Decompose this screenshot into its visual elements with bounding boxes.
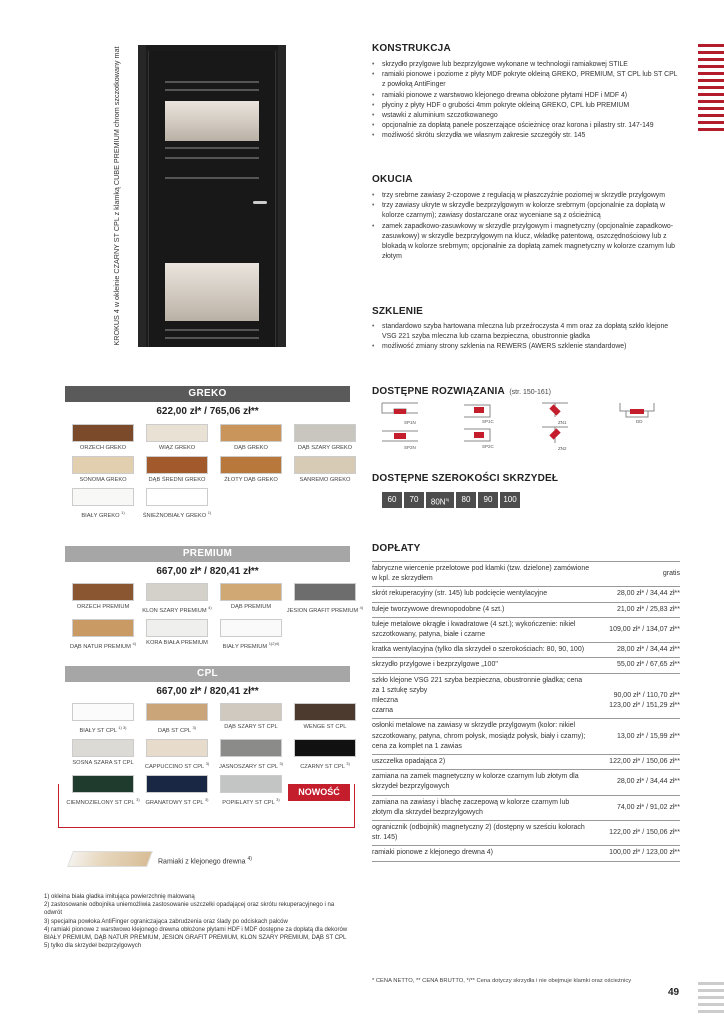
label-zn1: ZN1 — [558, 420, 567, 425]
solution-profiles — [380, 397, 670, 457]
doplaty-row — [372, 562, 680, 587]
doplaty-price: 55,00 zł* / 67,65 zł** — [590, 658, 680, 673]
swatch-footnote-ref: 4) — [132, 640, 137, 646]
doplaty-row — [372, 821, 680, 846]
doplaty-sub-price: 123,00 zł* / 151,29 zł** — [609, 702, 680, 710]
footnote: 2) zastosowanie odbojnika uniemożliwia zastosowanie uszczelki opadającej oraz skrótu rekuperacyjnego i na odwrót — [44, 902, 335, 917]
solution-sp2n-icon — [382, 431, 418, 441]
label-zn2: ZN2 — [558, 446, 567, 451]
footnote: 3) specjalna powłoka AntiFinger ograniczająca zabrudzenia oraz ślady po odciskach palców — [44, 918, 288, 925]
swatch-chip — [220, 456, 282, 474]
szklenie-title: SZKLENIE — [372, 306, 424, 317]
rozwiazania-heading: DOSTĘPNE ROZWIĄZANIA (str. 150-161) — [372, 386, 551, 397]
swatch — [69, 619, 137, 651]
swatch-chip — [146, 739, 208, 757]
okucia-title: OKUCIA — [372, 174, 413, 185]
swatch-label: BIAŁY PREMIUM $^{1)2)4)}$ — [222, 640, 280, 650]
konstrukcja-list — [372, 60, 682, 142]
swatch — [72, 583, 134, 615]
doplaty-price: 28,00 zł* / 34,44 zł** — [590, 587, 680, 602]
swatch-label: POPIELATY ST CPL $^{3)}$ — [222, 796, 280, 806]
konstrukcja-title: KONSTRUKCJA — [372, 43, 451, 54]
swatch-label: DĄB PREMIUM — [230, 604, 272, 610]
swatch-label: DĄB SZARY GREKO — [297, 445, 353, 451]
swatch-label: ŚNIEŻNOBIAŁY GREKO $^{1)}$ — [142, 510, 212, 519]
doplaty-desc: uszczelka opadająca 2) — [372, 755, 590, 770]
okucia-list — [372, 191, 682, 262]
swatch-footnote-ref: 1)2)4) — [268, 640, 280, 646]
doplaty-row — [372, 673, 680, 719]
doplaty-row — [372, 643, 680, 658]
bullet-item: • standardowo szyba hartowana mleczna lub przeźroczysta 4 mm oraz za dopłatą szkło klejone VSG 221 szyba mleczna lub czarna bezpieczna, obustronnie gładka — [372, 322, 682, 342]
bullet-item: • skrzydło przylgowe lub bezprzylgowe wykonane w technologii ramiakowej STILE — [372, 60, 682, 70]
doplaty-desc: ogranicznik (odbojnik) magnetyczny 2) (dostępny w sześciu kolorach str. 145) — [372, 821, 590, 846]
swatch-chip — [72, 703, 134, 721]
swatch — [220, 619, 282, 651]
doplaty-desc: tuleje metalowe okrągłe i kwadratowe (4 szt.); wykończenie: nikiel szczotkowany, patyna, białe i czarne — [372, 617, 590, 642]
doplaty-row — [372, 587, 680, 602]
doplaty-desc: zamiana na zamek magnetyczny w kolorze czarnym lub złotym dla skrzydeł bezprzylgowych — [372, 770, 590, 795]
swatch-label: SOSNA SZARA ST CPL — [72, 759, 134, 766]
swatch — [72, 424, 134, 452]
doplaty-sub-name: mleczna — [372, 697, 399, 705]
doplaty-desc: fabryczne wiercenie przelotowe pod klamki (tzw. dzielone) zamówione w kpl. ze skrzydłem — [372, 562, 590, 587]
width-footnote-ref: 5) — [445, 497, 450, 502]
swatch-footnote-ref: 1) — [121, 510, 125, 515]
footnote: 5) tylko dla skrzydeł bezprzylgowych — [44, 943, 142, 950]
swatch-chip — [72, 456, 134, 474]
doplaty-sub-price: 90,00 zł* / 110,70 zł** — [613, 691, 680, 699]
doplaty-title: DOPŁATY — [372, 543, 421, 554]
swatch — [72, 488, 134, 520]
szerokosci-title: DOSTĘPNE SZEROKOŚCI SKRZYDEŁ — [372, 473, 559, 484]
swatch — [294, 424, 356, 452]
swatch-label: JESION GRAFIT PREMIUM $^{4)}$ — [286, 605, 364, 614]
swatch-label: DĄB SZARY ST CPL — [224, 724, 278, 730]
door-caption: KROKUS 4 w okleinie CZARNY ST CPL z klamką CUBE PREMIUM chrom szczotkowany mat — [112, 46, 121, 346]
swatch — [294, 703, 356, 735]
bullet-item: • zamek zapadkowo-zasuwkowy w skrzydle przylgowym i magnetyczny (opcjonalnie zapadkowo-zasuwkowy) w skrzydle bezprzylgowym na klucz, wkładkę patentową, oszczędnościowy lub z blokadą w kolorze srebrnym; opcjonalnie za dopłatą zamek magnetyczny w kolorze czarnym lub złotym — [372, 222, 682, 263]
swatch-label: WENGE ST CPL — [303, 724, 347, 730]
swatch — [146, 424, 208, 452]
premium-title: PREMIUM — [65, 546, 350, 562]
swatch-chip — [294, 424, 356, 442]
width-option: 80 — [456, 492, 476, 508]
doplaty-price: 74,00 zł* / 91,02 zł** — [590, 795, 680, 820]
swatch-footnote-ref: 3) — [204, 796, 209, 802]
footnote: 1) okleina biała gładka imitująca powierzchnię malowaną — [44, 894, 195, 900]
doplaty-row — [372, 602, 680, 617]
premium-section — [65, 546, 364, 651]
swatch-chip — [220, 619, 282, 637]
doplaty-row — [372, 617, 680, 642]
swatch-footnote-ref: 3) — [192, 725, 197, 730]
swatch-chip — [220, 424, 282, 442]
swatch-chip — [146, 424, 208, 442]
doplaty-desc: ramiaki pionowe z klejonego drewna 4) — [372, 846, 590, 861]
doplaty-row — [372, 846, 680, 861]
doplaty-price: 21,00 zł* / 25,83 zł** — [590, 602, 680, 617]
swatch-footnote-ref: 3) — [279, 760, 284, 766]
greko-section — [65, 386, 353, 520]
swatch-label: KORA BIAŁA PREMIUM — [146, 639, 208, 646]
doplaty-desc: kratka wentylacyjna (tylko dla skrzydeł o szerokościach: 80, 90, 100) — [372, 643, 590, 658]
swatch — [220, 739, 282, 771]
swatch-footnote-ref: 4) — [359, 605, 364, 610]
swatch-footnote-ref: 3) — [136, 796, 140, 802]
swatch-chip — [72, 488, 134, 506]
doplaty-price — [590, 673, 680, 719]
premium-price: 667,00 zł* / 820,41 zł** — [156, 566, 259, 577]
swatch — [72, 739, 134, 771]
swatch-label: DĄB ŚREDNI GREKO — [148, 477, 206, 483]
width-option: $80N^{5)}$ — [426, 492, 454, 508]
swatch-chip — [294, 703, 356, 721]
swatch-label: CIEMNOZIELONY ST CPL $^{3)}$ — [66, 796, 140, 806]
width-option: 70 — [404, 492, 424, 508]
solution-zn1-icon — [542, 403, 568, 417]
doplaty-row — [372, 755, 680, 770]
solution-zn2-icon — [542, 427, 568, 443]
szklenie-list — [372, 322, 682, 353]
greko-price: 622,00 zł* / 765,06 zł** — [156, 406, 259, 417]
swatch — [220, 424, 282, 452]
swatch-label: ORZECH GREKO — [79, 445, 127, 451]
doplaty-desc: skrzydło przylgowe i bezprzylgowe „100" — [372, 658, 590, 673]
label-sp1n: SP1N — [404, 420, 416, 425]
swatch-label: CAPPUCCINO ST CPL $^{3)}$ — [144, 760, 210, 770]
solution-sp1c-icon — [464, 405, 490, 417]
bullet-item: • wstawki z aluminium szczotkowanego — [372, 111, 682, 121]
doplaty-desc: tuleje tworzywowe drewnopodobne (4 szt.) — [372, 602, 590, 617]
frame-sample-image — [70, 845, 150, 871]
bullet-item: • trzy srebrne zawiasy 2-czopowe z regulacją w płaszczyźnie poziomej w skrzydle przylgowym — [372, 191, 682, 201]
frame-note: Ramiaki z klejonego drewna $^{4)}$ — [158, 856, 252, 866]
doplaty-row — [372, 719, 680, 755]
swatch — [146, 456, 208, 484]
swatch — [286, 583, 364, 615]
swatch-chip — [220, 739, 282, 757]
swatch-label: GRANATOWY ST CPL $^{3)}$ — [145, 796, 209, 806]
swatch — [220, 703, 282, 735]
swatch-label: WIĄZ GREKO — [158, 445, 196, 451]
premium-swatches — [69, 583, 364, 651]
swatch-chip — [72, 424, 134, 442]
width-option: 60 — [382, 492, 402, 508]
doplaty-desc: szkło klejone VSG 221 szyba bezpieczna, obustronnie gładka; cena za 1 sztukę szyby mleczna czarna — [372, 673, 590, 719]
swatch-label: DĄB ST CPL $^{3)}$ — [157, 725, 197, 734]
doplaty-price: 13,00 zł* / 15,99 zł** — [590, 719, 680, 755]
swatch-chip — [220, 583, 282, 601]
swatch-chip — [72, 619, 134, 637]
swatch-chip — [294, 456, 356, 474]
swatch-label: CZARNY ST CPL $^{3)}$ — [300, 760, 350, 770]
swatch-label: ORZECH PREMIUM — [76, 604, 130, 610]
swatch-footnote-ref: 1) — [207, 510, 212, 515]
label-sp2n: SP2N — [404, 445, 416, 450]
swatch-chip — [220, 703, 282, 721]
bullet-item: • możliwość skrótu skrzydła we własnym zakresie szczegóły str. 145 — [372, 131, 682, 141]
swatch-footnote-ref: 1) 3) — [118, 725, 127, 730]
door-image — [138, 45, 286, 347]
doplaty-desc: osłonki metalowe na zawiasy w skrzydle przylgowym (kolor: nikiel szczotkowany, patyna, chrom połysk, mosiądz połysk, biały i czarny); cena za komplet na 1 zawias — [372, 719, 590, 755]
swatch-chip — [294, 739, 356, 757]
swatch — [72, 456, 134, 484]
swatch-label: SONOMA GREKO — [79, 477, 127, 483]
swatch — [142, 583, 212, 615]
greko-title: GREKO — [65, 386, 350, 402]
swatch-chip — [146, 703, 208, 721]
swatch-footnote-ref: 3) — [276, 796, 280, 802]
solution-dd-icon — [620, 403, 654, 417]
doplaty-price: 122,00 zł* / 150,06 zł** — [590, 755, 680, 770]
doplaty-sub-name: czarna — [372, 707, 394, 715]
doplaty-price: 109,00 zł* / 134,07 zł** — [590, 617, 680, 642]
footnotes — [44, 893, 349, 950]
doplaty-row — [372, 658, 680, 673]
swatch-label: DĄB NATUR PREMIUM $^{4)}$ — [69, 640, 137, 650]
doplaty-desc: zamiana na zawiasy i blachę zaczepową w kolorze czarnym lub złotym dla skrzydeł bezprzylgowych — [372, 795, 590, 820]
swatch-chip — [146, 488, 208, 506]
doplaty-price: 28,00 zł* / 34,44 zł** — [590, 643, 680, 658]
swatch-chip — [146, 583, 208, 601]
swatch-chip — [146, 456, 208, 474]
page-number: 49 — [668, 987, 680, 998]
swatch-footnote-ref: 4) — [208, 605, 212, 610]
price-footer: * CENA NETTO, ** CENA BRUTTO, */** Cena dotyczy skrzydła i nie obejmuje klamki oraz ościeżnicy — [372, 978, 632, 984]
bullet-item: • ramiaki pionowe i poziome z płyty MDF pokryte okleiną GREKO, PREMIUM, ST CPL lub ST CPL z powłoką AntiFinger — [372, 70, 682, 90]
doplaty-price: 122,00 zł* / 150,06 zł** — [590, 821, 680, 846]
swatch-label: DĄB GREKO — [234, 445, 268, 451]
footnote: 4) ramiaki pionowe z warstwowo klejonego drewna obłożone płytami HDF i MDF dostępne za dopłatą dla dekorów BIAŁY PREMIUM, DĄB NATUR PREMIUM, JESION GRAFIT PREMIUM, KLON SZARY PREMIUM, DĄB ST CPL — [44, 926, 348, 942]
swatch-footnote-ref: 3) — [205, 760, 210, 766]
swatch-label: ŻŁOTY DĄB GREKO — [224, 477, 278, 483]
swatch-label: KLON SZARY PREMIUM $^{4)}$ — [142, 605, 212, 614]
swatch — [220, 456, 282, 484]
swatch-label: SANREMO GREKO — [299, 477, 351, 483]
swatch-label: BIAŁY ST CPL $^{1) 3)}$ — [79, 725, 127, 734]
cpl-price: 667,00 zł* / 820,41 zł** — [156, 686, 259, 697]
swatch — [142, 488, 212, 520]
width-option: 90 — [478, 492, 498, 508]
bullet-item: • możliwość zmiany strony szklenia na REWERS (AWERS szklenie standardowe) — [372, 342, 682, 352]
label-sp1c: SP1C — [482, 419, 494, 424]
swatch — [146, 619, 208, 651]
swatch — [146, 739, 208, 771]
doplaty-price: 100,00 zł* / 123,00 zł** — [590, 846, 680, 861]
swatch-label: BIAŁY GREKO $^{1)}$ — [81, 510, 125, 519]
swatch-label: JASNOSZARY ST CPL $^{3)}$ — [218, 760, 284, 770]
label-dd: DD — [636, 419, 643, 424]
swatch — [72, 703, 134, 735]
label-sp2c: SP2C — [482, 444, 494, 449]
swatch — [294, 739, 356, 771]
bullet-item: • ramiaki pionowe z warstwowo klejonego drewna obłożone płytami HDF i MDF 4) — [372, 91, 682, 101]
swatch-chip — [72, 739, 134, 757]
bullet-item: • opcjonalnie za dopłatą panele poszerzające ościeżnicę oraz korona i pilastry str. 147-149 — [372, 121, 682, 131]
solution-sp2c-icon — [464, 429, 490, 441]
solution-sp1n-icon — [382, 403, 418, 414]
swatch-footnote-ref: 3) — [346, 760, 350, 766]
doplaty-price: 28,00 zł* / 34,44 zł** — [590, 770, 680, 795]
doplaty-table — [372, 561, 680, 862]
doplaty-desc: skrót rekuperacyjny (str. 145) lub podcięcie wentylacyjne — [372, 587, 590, 602]
bullet-item: • trzy zawiasy ukryte w skrzydle bezprzylgowym w kolorze srebrnym (opcjonalnie za dopłatą w kolorze czarnym); zawiasy dostarczane oraz wyceniane są z ościeżnicą — [372, 201, 682, 221]
swatch — [146, 703, 208, 735]
swatch-chip — [294, 583, 356, 601]
doplaty-price: gratis — [590, 562, 680, 587]
widths-row — [382, 492, 522, 508]
doplaty-row — [372, 770, 680, 795]
swatch-chip — [146, 619, 208, 637]
doplaty-row — [372, 795, 680, 820]
cpl-title: CPL — [65, 666, 350, 682]
bullet-item: • płyciny z płyty HDF o grubości 4mm pokryte okleiną GREKO, CPL lub PREMIUM — [372, 101, 682, 111]
new-badge: NOWOŚĆ — [288, 784, 350, 801]
greko-swatches — [72, 424, 353, 520]
swatch — [220, 583, 282, 615]
swatch — [294, 456, 356, 484]
swatch-chip — [72, 583, 134, 601]
width-option: 100 — [500, 492, 520, 508]
